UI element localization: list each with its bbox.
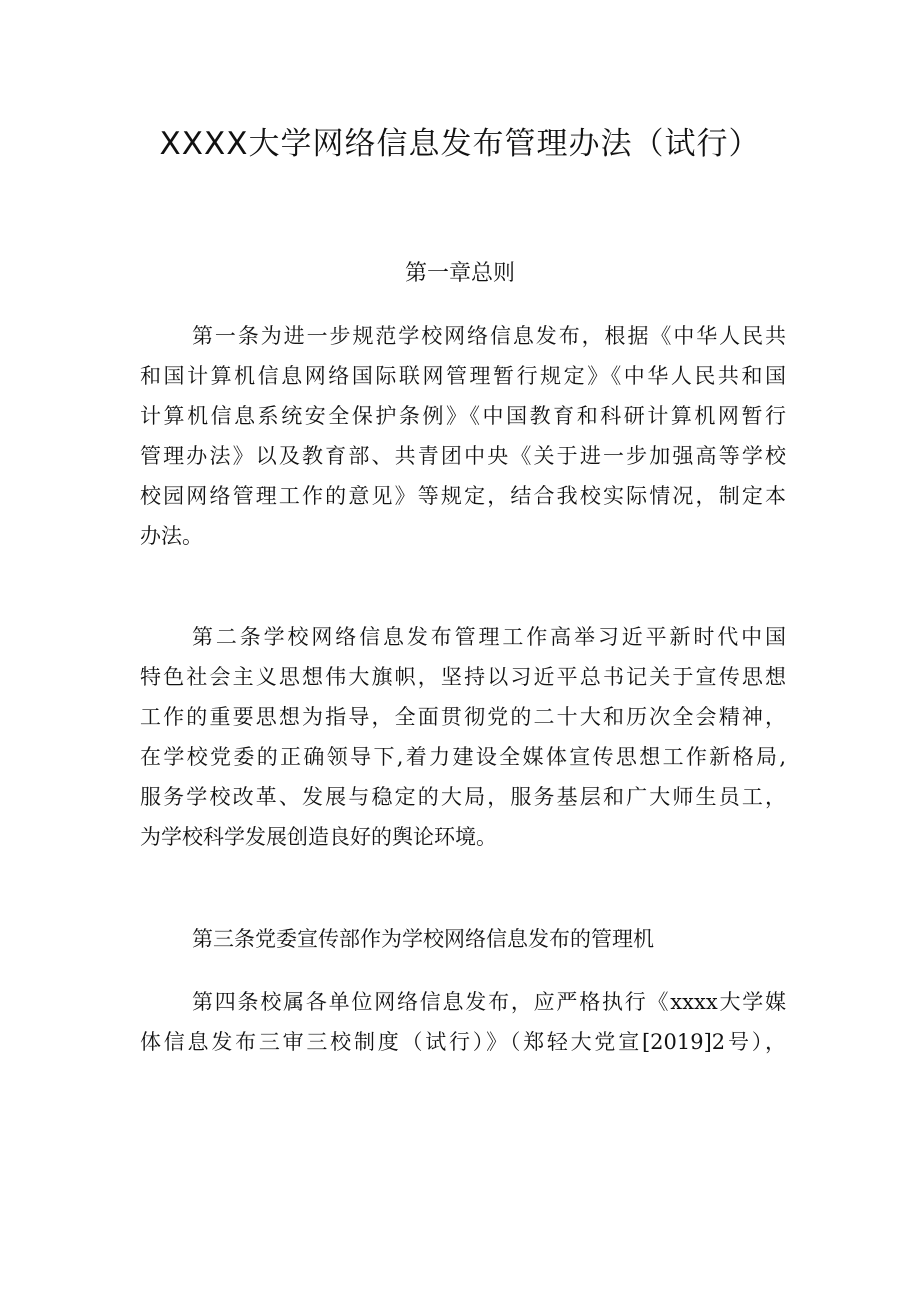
chapter-heading: 第一章总则	[404, 261, 515, 286]
article-3-line: 第三条党委宣传部作为学校网络信息发布的管理机	[192, 927, 654, 951]
article-2-line: 为学校科学发展创造良好的舆论环境。	[140, 825, 497, 849]
article-1-line: 第一条为进一步规范学校网络信息发布，根据《中华人民共	[192, 324, 786, 348]
article-2-line: 工作的重要思想为指导，全面贯彻党的二十大和历次全会精神，	[140, 705, 786, 729]
article-1-line: 和国计算机信息网络国际联网管理暂行规定》《中华人民共和国	[140, 364, 786, 388]
article-2-paragraph	[140, 617, 786, 857]
article-2-line: 服务学校改革、发展与稳定的大局，服务基层和广大师生员工，	[140, 785, 786, 809]
article-4-paragraph	[140, 982, 786, 1062]
article-1-line: 管理办法》以及教育部、共青团中央《关于进一步加强高等学校	[140, 444, 786, 468]
document-title: XXXX大学网络信息发布管理办法（试行）	[159, 126, 761, 162]
article-1-line: 计算机信息系统安全保护条例》《中国教育和科研计算机网暂行	[140, 404, 786, 428]
article-4-line: 第四条校属各单位网络信息发布，应严格执行《xxxx大学媒	[192, 990, 786, 1014]
article-1-paragraph	[140, 316, 786, 556]
article-2-line: 第二条学校网络信息发布管理工作高举习近平新时代中国	[192, 625, 786, 649]
article-1-line: 办法。	[140, 524, 203, 548]
article-2-line: 特色社会主义思想伟大旗帜，坚持以习近平总书记关于宣传思想	[140, 665, 786, 689]
article-3-paragraph	[140, 919, 786, 959]
article-1-line: 校园网络管理工作的意见》等规定，结合我校实际情况，制定本	[140, 484, 786, 508]
article-2-line: 在学校党委的正确领导下,着力建设全媒体宣传思想工作新格局,	[140, 745, 786, 769]
article-4-line: 体信息发布三审三校制度（试行）》（郑轻大党宣[2019]2号），	[140, 1030, 786, 1054]
